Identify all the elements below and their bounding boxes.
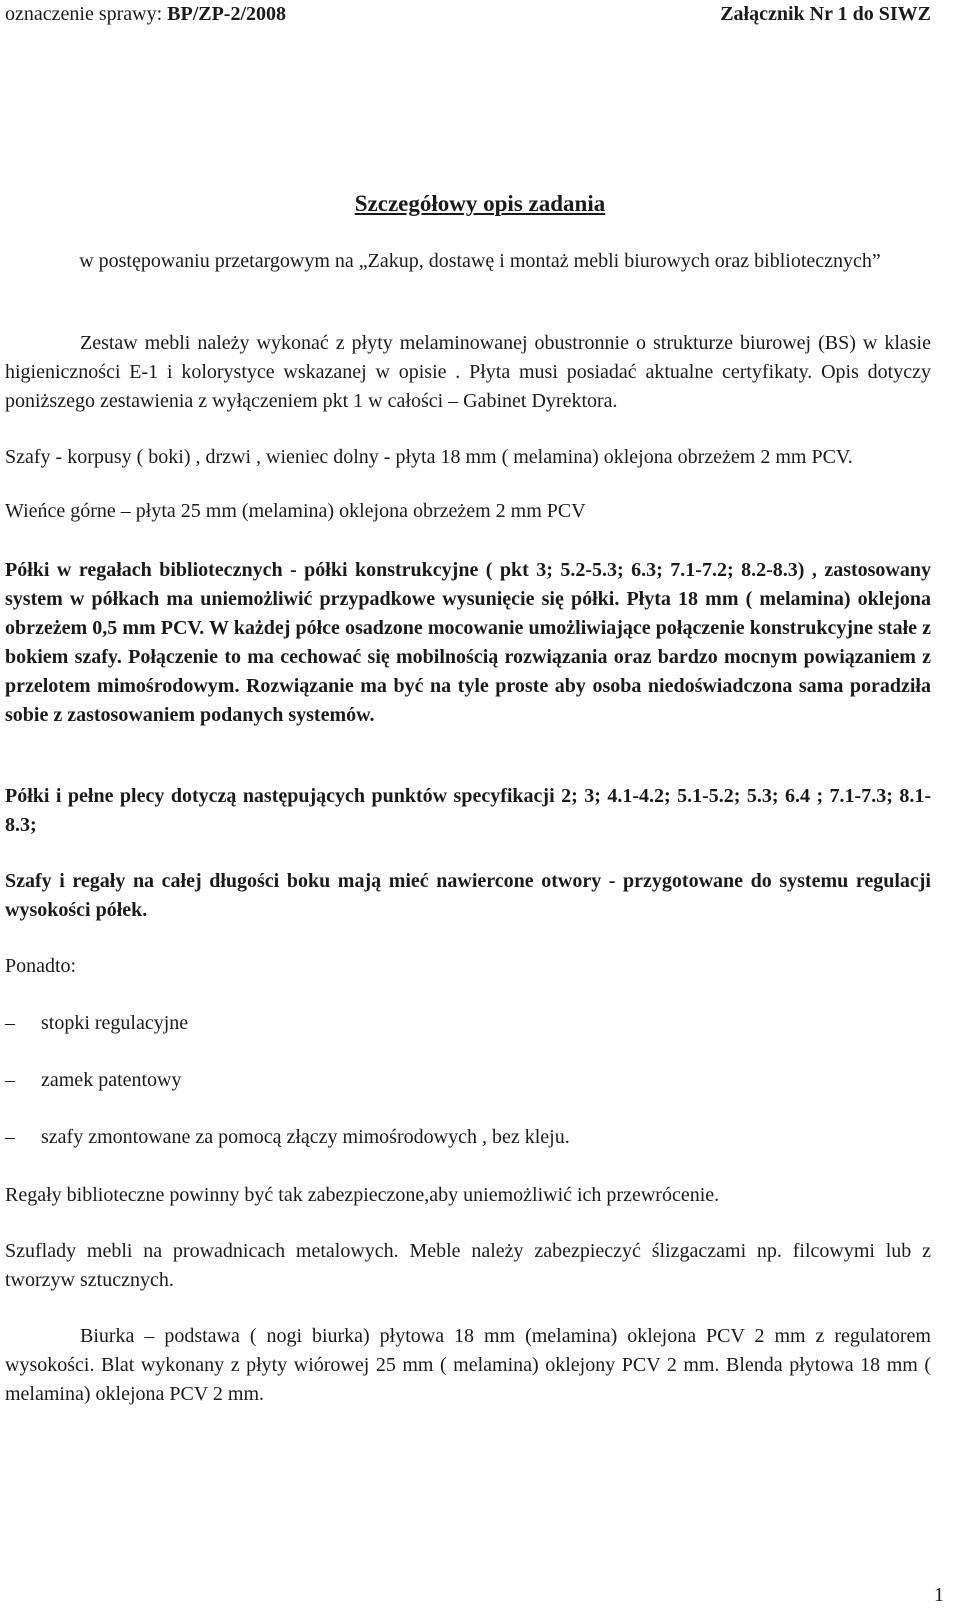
paragraph-drawers: Szuflady mebli na prowadnicach metalowych. Meble należy zabezpieczyć ślizgaczami np. filcowymi lub z tworzyw sztucznych.	[5, 1240, 931, 1291]
list-dash: –	[5, 1069, 15, 1091]
document-title: Szczegółowy opis zadania	[354, 191, 606, 216]
list-item-text: stopki regulacyjne	[41, 1012, 189, 1034]
paragraph-materials: Zestaw mebli należy wykonać z płyty melaminowanej obustronnie o strukturze biurowej (BS) w klasie higieniczności E-1 i kolorystyce wskazanej w opisie . Płyta musi posiadać aktualne certyfikaty. Opis dotyczy poniższego zestawienia z wyłączeniem pkt 1 w całości – Gabinet Dyrektora.	[5, 332, 931, 412]
paragraph-shelves-spec: Półki i pełne plecy dotyczą następujących punktów specyfikacji 2; 3; 4.1-4.2; 5.1-5.2; 5.3; 6.4 ; 7.1-7.3; 8.1-8.3;	[5, 785, 931, 836]
case-label: oznaczenie sprawy:	[5, 3, 168, 25]
case-number: BP/ZP-2/2008	[167, 3, 287, 25]
paragraph-shelves: Półki w regałach bibliotecznych - półki konstrukcyjne ( pkt 3; 5.2-5.3; 6.3; 7.1-7.2; 8.2-8.3) , zastosowany system w półkach ma uniemożliwić przypadkowe wysunięcie się półki. Płyta 18 mm ( melamina) oklejona obrzeżem 0,5 mm PCV. W każdej półce osadzone mocowanie umożliwiające połączenie konstrukcyjne stałe z bokiem szafy. Połączenie to ma cechować się mobilnością rozwiązania oraz bardzo mocnym powiązaniem z przelotem mimośrodowym. Rozwiązanie ma być na tyle proste aby osoba niedoświadczona sama poradziła sobie z zastosowaniem podanych systemów.	[5, 559, 931, 726]
document-subtitle: w postępowaniu przetargowym na „Zakup, dostawę i montaż mebli biurowych oraz bibliotecznych”	[79, 250, 881, 272]
list-item-text: zamek patentowy	[41, 1069, 182, 1091]
paragraph-drilled-holes: Szafy i regały na całej długości boku mają mieć nawiercone otwory - przygotowane do systemu regulacji wysokości półek.	[5, 870, 931, 921]
list-item-text: szafy zmontowane za pomocą złączy mimośrodowych , bez kleju.	[41, 1126, 570, 1148]
paragraph-moreover: Ponadto:	[5, 955, 77, 977]
paragraph-cabinets: Szafy - korpusy ( boki) , drzwi , wieniec dolny - płyta 18 mm ( melamina) oklejona obrzeżem 2 mm PCV.	[5, 446, 853, 468]
list-dash: –	[5, 1012, 15, 1034]
page-header	[5, 0, 931, 29]
list-dash: –	[5, 1126, 15, 1148]
paragraph-bookcases: Regały biblioteczne powinny być tak zabezpieczone,aby uniemożliwić ich przewrócenie.	[5, 1184, 720, 1206]
page-number: 1	[934, 1584, 944, 1606]
paragraph-top-panels: Wieńce górne – płyta 25 mm (melamina) oklejona obrzeżem 2 mm PCV	[5, 500, 586, 522]
attachment-label: Załącznik Nr 1 do SIWZ	[720, 3, 931, 25]
case-reference	[5, 0, 286, 29]
paragraph-desks: Biurka – podstawa ( nogi biurka) płytowa 18 mm (melamina) oklejona PCV 2 mm z regulatorem wysokości. Blat wykonany z płyty wiórowej 25 mm ( melamina) oklejony PCV 2 mm. Blenda płytowa 18 mm ( melamina) oklejona PCV 2 mm.	[5, 1325, 931, 1405]
